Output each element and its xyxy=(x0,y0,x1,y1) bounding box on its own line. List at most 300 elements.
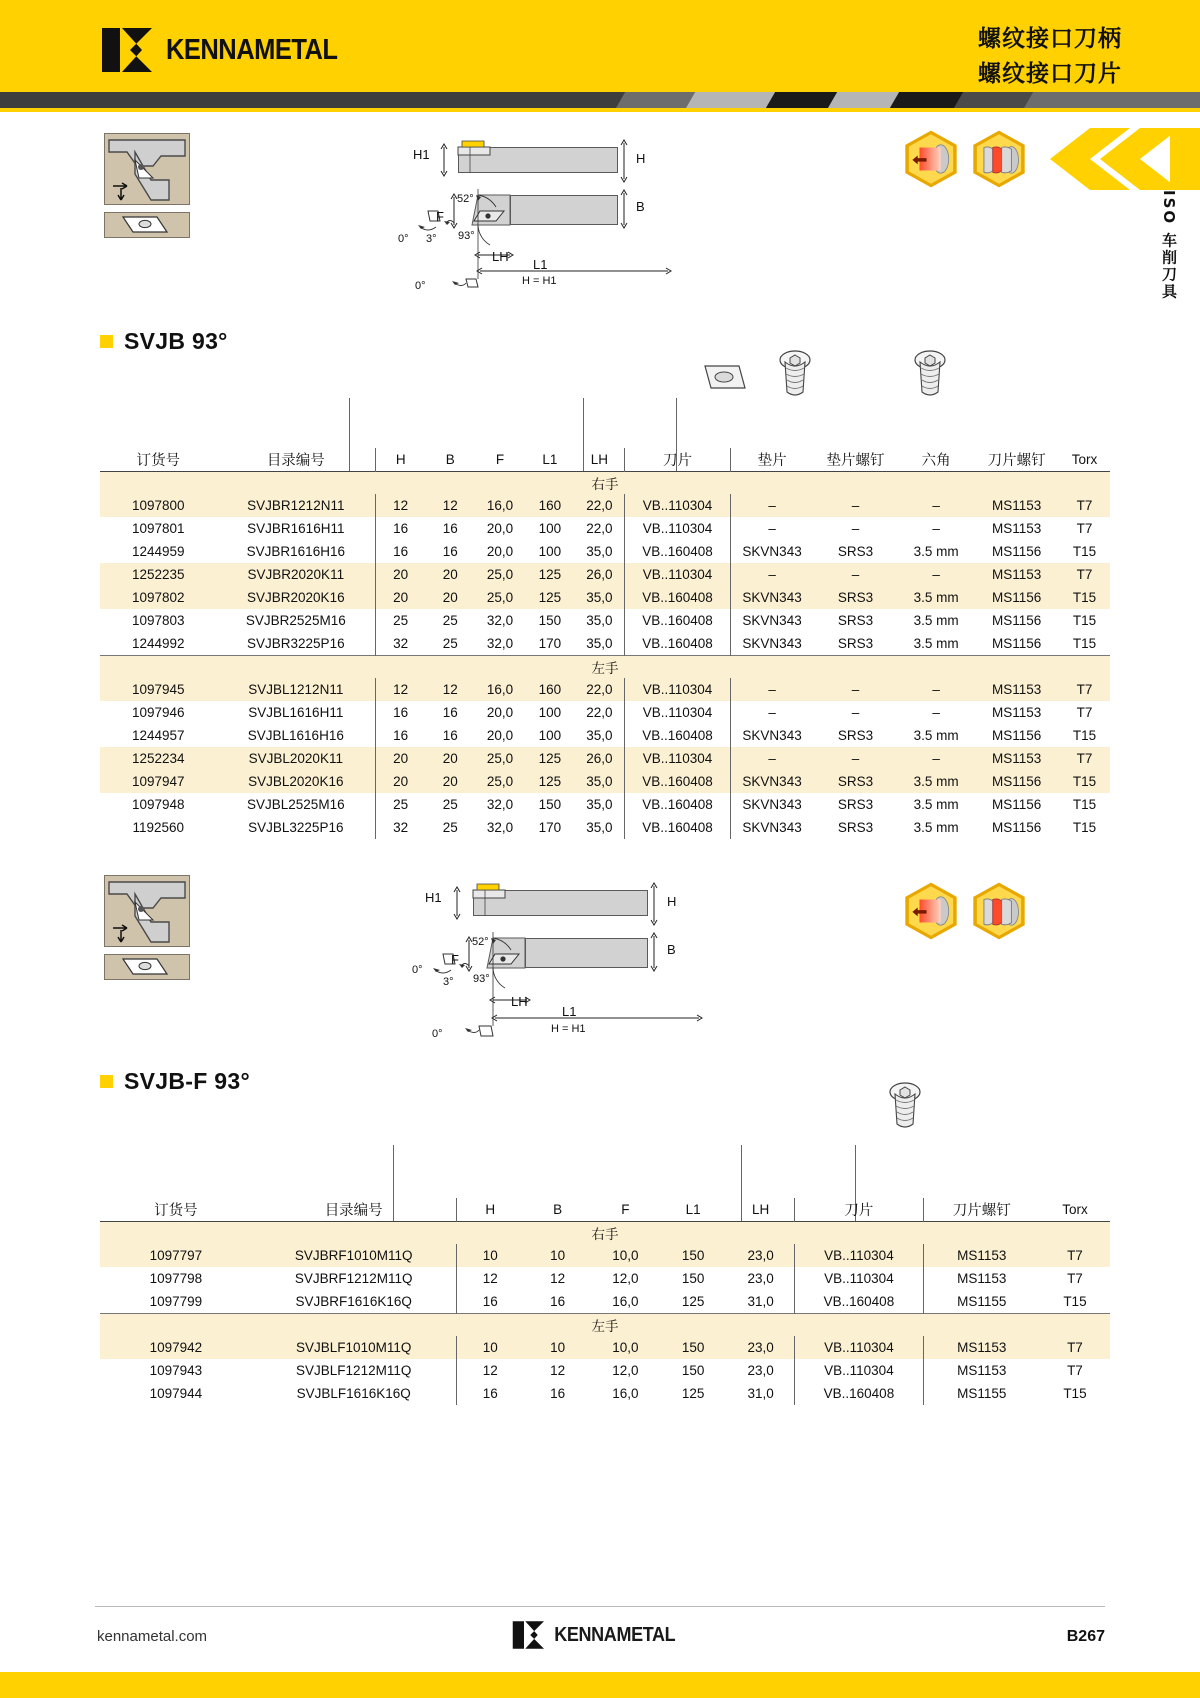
cell-h: 16 xyxy=(376,701,426,724)
label-angle-52: 52° xyxy=(457,193,474,205)
cell-torx: T15 xyxy=(1059,540,1110,563)
cell-hex: – xyxy=(898,747,974,770)
cell-shimscrew: SRS3 xyxy=(813,724,898,747)
cell-insert: VB..110304 xyxy=(795,1336,923,1359)
cell-lh: 22,0 xyxy=(575,701,625,724)
cell-torx: T7 xyxy=(1040,1244,1110,1267)
col-header-f: F xyxy=(495,451,505,467)
cell-h: 25 xyxy=(376,609,426,632)
table-row[interactable] xyxy=(100,1290,1110,1313)
cell-shimscrew: – xyxy=(813,563,898,586)
cell-l1: 100 xyxy=(525,540,575,563)
cell-shim: SKVN343 xyxy=(731,632,814,655)
cell-b: 25 xyxy=(425,816,475,839)
spec-table-svjbf xyxy=(100,1198,1110,1405)
cell-l1: 125 xyxy=(659,1290,727,1313)
cell-h: 16 xyxy=(376,517,426,540)
cell-l1: 125 xyxy=(525,770,575,793)
footer-divider xyxy=(95,1606,1105,1607)
cell-order: 1097948 xyxy=(100,793,217,816)
cell-f: 12,0 xyxy=(592,1267,660,1290)
label-angle-0-upper: 0° xyxy=(398,233,409,245)
label-f: F xyxy=(436,209,444,224)
header-title-line1: 螺纹接口刀柄 xyxy=(978,26,1122,52)
table-row[interactable] xyxy=(100,1382,1110,1405)
cell-h: 32 xyxy=(376,632,426,655)
footer-yellow-band xyxy=(0,1672,1200,1698)
threading-icon xyxy=(968,880,1030,942)
cell-f: 32,0 xyxy=(475,793,525,816)
col-header-hex: 六角 xyxy=(921,452,951,469)
col-header-l1: L1 xyxy=(542,451,558,467)
table-row[interactable] xyxy=(100,609,1110,632)
application-icons-top xyxy=(900,128,1030,190)
cell-catalog: SVJBL1616H11 xyxy=(217,701,376,724)
cell-f: 32,0 xyxy=(475,609,525,632)
section-title-svjb xyxy=(100,328,228,355)
label-h-top: H xyxy=(636,151,646,166)
cell-f: 16,0 xyxy=(592,1382,660,1405)
cell-hex: – xyxy=(898,494,974,517)
cell-shim: SKVN343 xyxy=(731,816,814,839)
cell-lh: 35,0 xyxy=(575,586,625,609)
table-row[interactable] xyxy=(100,724,1110,747)
cell-b: 16 xyxy=(524,1382,592,1405)
cell-insscrew: MS1156 xyxy=(974,586,1059,609)
cell-catalog: SVJBLF1212M11Q xyxy=(252,1359,456,1382)
cell-insert: VB..160408 xyxy=(795,1290,923,1313)
cell-b: 16 xyxy=(425,701,475,724)
cell-torx: T15 xyxy=(1059,816,1110,839)
col-header-lh: LH xyxy=(751,1201,770,1217)
cell-insert: VB..160408 xyxy=(625,609,731,632)
cell-hex: 3.5 mm xyxy=(898,724,974,747)
cell-catalog: SVJBRF1010M11Q xyxy=(252,1244,456,1267)
label-h1-top: H1 xyxy=(413,147,430,162)
col-header-insert: 刀片 xyxy=(795,1198,923,1221)
cell-f: 20,0 xyxy=(475,540,525,563)
cell-lh: 23,0 xyxy=(727,1267,795,1290)
col-header-shim-screw: 垫片螺钉 xyxy=(826,452,885,469)
cell-lh: 35,0 xyxy=(575,724,625,747)
cell-insert: VB..110304 xyxy=(625,747,731,770)
cell-order: 1244957 xyxy=(100,724,217,747)
cell-l1: 100 xyxy=(525,701,575,724)
cell-h: 25 xyxy=(376,793,426,816)
col-header-catalog: 目录编号 xyxy=(324,1202,383,1219)
cell-insert: VB..110304 xyxy=(625,563,731,586)
cell-h: 32 xyxy=(376,816,426,839)
cell-insscrew: MS1153 xyxy=(923,1267,1040,1290)
cell-f: 25,0 xyxy=(475,586,525,609)
cell-l1: 160 xyxy=(525,678,575,701)
cell-lh: 26,0 xyxy=(575,747,625,770)
cell-lh: 35,0 xyxy=(575,632,625,655)
cell-shim: SKVN343 xyxy=(731,540,814,563)
label-lh-2: LH xyxy=(511,994,528,1009)
cell-insscrew: MS1153 xyxy=(974,517,1059,540)
cell-lh: 22,0 xyxy=(575,517,625,540)
table-row[interactable] xyxy=(100,540,1110,563)
cell-insert: VB..110304 xyxy=(625,494,731,517)
cell-insscrew: MS1156 xyxy=(974,816,1059,839)
cell-hex: – xyxy=(898,678,974,701)
cell-order: 1097798 xyxy=(100,1267,252,1290)
cell-b: 25 xyxy=(425,793,475,816)
cell-order: 1252235 xyxy=(100,563,217,586)
table-row[interactable] xyxy=(100,632,1110,655)
cell-insscrew: MS1156 xyxy=(974,632,1059,655)
table-row[interactable] xyxy=(100,563,1110,586)
cell-l1: 170 xyxy=(525,632,575,655)
cell-order: 1097942 xyxy=(100,1336,252,1359)
cell-catalog: SVJBL1616H16 xyxy=(217,724,376,747)
table-row[interactable] xyxy=(100,517,1110,540)
cell-b: 20 xyxy=(425,747,475,770)
cell-lh: 31,0 xyxy=(727,1382,795,1405)
cell-torx: T7 xyxy=(1040,1359,1110,1382)
cell-h: 12 xyxy=(456,1267,524,1290)
cell-torx: T7 xyxy=(1059,747,1110,770)
label-angle-0-upper-2: 0° xyxy=(412,964,423,976)
cell-b: 16 xyxy=(425,540,475,563)
cell-shimscrew: SRS3 xyxy=(813,586,898,609)
cell-l1: 150 xyxy=(525,609,575,632)
cell-order: 1244959 xyxy=(100,540,217,563)
cell-lh: 23,0 xyxy=(727,1244,795,1267)
cell-shim: SKVN343 xyxy=(731,609,814,632)
stripe-inner xyxy=(0,92,1200,108)
table-row[interactable] xyxy=(100,1336,1110,1359)
insert-thumbnail-1 xyxy=(104,212,190,238)
table-row[interactable] xyxy=(100,494,1110,517)
application-thumbnail-1 xyxy=(104,133,190,205)
cell-h: 10 xyxy=(456,1244,524,1267)
cell-shimscrew: – xyxy=(813,678,898,701)
external-turning-icon xyxy=(900,880,962,942)
table-row[interactable] xyxy=(100,816,1110,839)
cell-torx: T7 xyxy=(1059,678,1110,701)
cell-shimscrew: SRS3 xyxy=(813,816,898,839)
cell-insert: VB..110304 xyxy=(795,1359,923,1382)
cell-shimscrew: – xyxy=(813,517,898,540)
cell-order: 1097945 xyxy=(100,678,217,701)
cell-shimscrew: SRS3 xyxy=(813,540,898,563)
cell-catalog: SVJBR2020K16 xyxy=(217,586,376,609)
cell-h: 12 xyxy=(456,1359,524,1382)
cell-insscrew: MS1153 xyxy=(974,747,1059,770)
cell-insscrew: MS1153 xyxy=(923,1244,1040,1267)
table-row[interactable] xyxy=(100,678,1110,701)
cell-shimscrew: SRS3 xyxy=(813,770,898,793)
label-angle-93: 93° xyxy=(458,230,475,242)
cell-l1: 150 xyxy=(659,1244,727,1267)
cell-f: 25,0 xyxy=(475,770,525,793)
col-header-torx: Torx xyxy=(1071,451,1098,467)
table-body xyxy=(100,471,1110,839)
label-lh: LH xyxy=(492,249,509,264)
cell-shim: – xyxy=(731,747,814,770)
cell-l1: 100 xyxy=(525,724,575,747)
cell-lh: 35,0 xyxy=(575,609,625,632)
cell-shim: – xyxy=(731,494,814,517)
col-header-order: 订货号 xyxy=(136,452,181,469)
col-header-h: H xyxy=(456,1198,524,1221)
cell-b: 10 xyxy=(524,1244,592,1267)
cell-b: 16 xyxy=(425,724,475,747)
cell-h: 12 xyxy=(376,494,426,517)
table-group-label: 左手 xyxy=(100,655,1110,678)
label-h-top-2: H xyxy=(667,894,677,909)
label-angle-93-2: 93° xyxy=(473,973,490,985)
cell-catalog: SVJBR1616H11 xyxy=(217,517,376,540)
table-body xyxy=(100,1221,1110,1405)
cell-l1: 125 xyxy=(659,1382,727,1405)
label-b: B xyxy=(636,199,645,214)
col-header-b: B xyxy=(553,1201,563,1217)
cell-insert: VB..110304 xyxy=(625,678,731,701)
cell-l1: 125 xyxy=(525,563,575,586)
chevron-left-icon xyxy=(1030,128,1200,195)
cell-b: 16 xyxy=(524,1290,592,1313)
cell-lh: 35,0 xyxy=(575,770,625,793)
table-row[interactable] xyxy=(100,1267,1110,1290)
kennametal-k-icon xyxy=(511,1620,549,1650)
cell-catalog: SVJBL2020K16 xyxy=(217,770,376,793)
cell-order: 1097943 xyxy=(100,1359,252,1382)
cell-l1: 160 xyxy=(525,494,575,517)
cell-insert: VB..160408 xyxy=(625,770,731,793)
side-tab-label: ISO 车削刀具 xyxy=(1160,190,1178,301)
cell-order: 1244992 xyxy=(100,632,217,655)
header-title-cn xyxy=(978,22,1122,91)
cell-shim: – xyxy=(731,701,814,724)
col-header-lh: LH xyxy=(590,451,609,467)
cell-insscrew: MS1153 xyxy=(923,1359,1040,1382)
cell-insert: VB..160408 xyxy=(625,540,731,563)
shim-illustration xyxy=(695,362,751,394)
tool-dimension-drawing-1 xyxy=(400,125,690,295)
cell-shimscrew: – xyxy=(813,747,898,770)
cell-f: 10,0 xyxy=(592,1244,660,1267)
cell-l1: 150 xyxy=(525,793,575,816)
cell-order: 1097803 xyxy=(100,609,217,632)
threading-icon xyxy=(968,128,1030,190)
table-row[interactable] xyxy=(100,1244,1110,1267)
application-icons-bottom xyxy=(900,880,1030,942)
cell-catalog: SVJBLF1010M11Q xyxy=(252,1336,456,1359)
section-title-text: SVJB 93° xyxy=(124,328,228,354)
cell-l1: 125 xyxy=(525,747,575,770)
cell-hex: 3.5 mm xyxy=(898,540,974,563)
col-header-insert-screw: 刀片螺钉 xyxy=(923,1198,1040,1221)
cell-h: 20 xyxy=(376,563,426,586)
cell-b: 20 xyxy=(425,770,475,793)
table-head xyxy=(100,448,1110,471)
cell-catalog: SVJBR3225P16 xyxy=(217,632,376,655)
cell-insert: VB..160408 xyxy=(625,793,731,816)
header-stripe-band xyxy=(0,88,1200,112)
cell-shimscrew: – xyxy=(813,701,898,724)
table-row[interactable] xyxy=(100,793,1110,816)
cell-f: 20,0 xyxy=(475,517,525,540)
cell-catalog: SVJBR2525M16 xyxy=(217,609,376,632)
table-group-label: 右手 xyxy=(100,1221,1110,1244)
table-row[interactable] xyxy=(100,770,1110,793)
cell-torx: T15 xyxy=(1059,609,1110,632)
cell-shimscrew: – xyxy=(813,494,898,517)
col-header-shim: 垫片 xyxy=(731,448,814,471)
label-angle-3-2: 3° xyxy=(443,976,454,988)
cell-h: 20 xyxy=(376,770,426,793)
cell-insscrew: MS1155 xyxy=(923,1290,1040,1313)
cell-insscrew: MS1153 xyxy=(923,1336,1040,1359)
cell-shimscrew: SRS3 xyxy=(813,609,898,632)
cell-shim: SKVN343 xyxy=(731,724,814,747)
cell-torx: T15 xyxy=(1040,1290,1110,1313)
cell-b: 25 xyxy=(425,632,475,655)
spec-table-svjb xyxy=(100,448,1110,839)
cell-l1: 150 xyxy=(659,1359,727,1382)
tool-dimension-drawing-2 xyxy=(412,868,715,1048)
cell-catalog: SVJBR2020K11 xyxy=(217,563,376,586)
cell-shimscrew: SRS3 xyxy=(813,793,898,816)
cell-catalog: SVJBLF1616K16Q xyxy=(252,1382,456,1405)
cell-torx: T7 xyxy=(1059,494,1110,517)
cell-lh: 35,0 xyxy=(575,793,625,816)
cell-h: 12 xyxy=(376,678,426,701)
table-group-header xyxy=(100,1221,1110,1244)
cell-shim: – xyxy=(731,563,814,586)
col-header-order: 订货号 xyxy=(154,1202,198,1219)
cell-insscrew: MS1153 xyxy=(974,678,1059,701)
table-group-label: 右手 xyxy=(100,471,1110,494)
section-title-text: SVJB-F 93° xyxy=(124,1068,250,1094)
cell-order: 1097801 xyxy=(100,517,217,540)
col-header-f: F xyxy=(621,1201,630,1217)
kennametal-k-icon xyxy=(100,26,160,74)
cell-l1: 100 xyxy=(525,517,575,540)
cell-b: 12 xyxy=(425,494,475,517)
cell-b: 12 xyxy=(524,1359,592,1382)
label-f-2: F xyxy=(451,952,459,967)
cell-insert: VB..160408 xyxy=(625,586,731,609)
cell-h: 16 xyxy=(456,1290,524,1313)
footer-wordmark: KENNAMETAL xyxy=(554,1623,676,1646)
cell-b: 16 xyxy=(425,517,475,540)
cell-insscrew: MS1156 xyxy=(974,609,1059,632)
cell-insert: VB..160408 xyxy=(795,1382,923,1405)
insert-thumbnail-2 xyxy=(104,954,190,980)
cell-torx: T7 xyxy=(1040,1267,1110,1290)
cell-h: 16 xyxy=(376,540,426,563)
cell-catalog: SVJBL2020K11 xyxy=(217,747,376,770)
footer-website[interactable]: kennametal.com xyxy=(97,1628,208,1645)
page-header xyxy=(0,0,1200,88)
cell-f: 32,0 xyxy=(475,632,525,655)
header-title-line2: 螺纹接口刀片 xyxy=(978,60,1122,87)
cell-catalog: SVJBRF1616K16Q xyxy=(252,1290,456,1313)
cell-b: 20 xyxy=(425,586,475,609)
cell-catalog: SVJBR1212N11 xyxy=(217,494,376,517)
cell-f: 16,0 xyxy=(592,1290,660,1313)
cell-insscrew: MS1153 xyxy=(974,701,1059,724)
label-b-2: B xyxy=(667,942,676,957)
cell-lh: 26,0 xyxy=(575,563,625,586)
cell-shim: – xyxy=(731,678,814,701)
cell-torx: T15 xyxy=(1040,1382,1110,1405)
cell-order: 1192560 xyxy=(100,816,217,839)
cell-torx: T7 xyxy=(1059,563,1110,586)
cell-lh: 35,0 xyxy=(575,816,625,839)
cell-f: 20,0 xyxy=(475,701,525,724)
cell-b: 12 xyxy=(425,678,475,701)
cell-insert: VB..110304 xyxy=(625,517,731,540)
cell-lh: 23,0 xyxy=(727,1336,795,1359)
label-h-equals-h1: H = H1 xyxy=(522,275,557,287)
cell-torx: T15 xyxy=(1059,770,1110,793)
table-header-row xyxy=(100,1198,1110,1221)
cell-insscrew: MS1156 xyxy=(974,770,1059,793)
cell-b: 25 xyxy=(425,609,475,632)
col-header-h: H xyxy=(376,448,426,471)
section-bullet-icon xyxy=(100,1075,113,1088)
cell-h: 20 xyxy=(376,747,426,770)
cell-f: 10,0 xyxy=(592,1336,660,1359)
kennametal-wordmark: KENNAMETAL xyxy=(166,33,338,66)
cell-hex: 3.5 mm xyxy=(898,632,974,655)
cell-h: 16 xyxy=(456,1382,524,1405)
cell-l1: 170 xyxy=(525,816,575,839)
cell-hex: 3.5 mm xyxy=(898,770,974,793)
cell-hex: 3.5 mm xyxy=(898,609,974,632)
table-header-row xyxy=(100,448,1110,471)
cell-l1: 125 xyxy=(525,586,575,609)
label-h1-top-2: H1 xyxy=(425,890,442,905)
cell-f: 16,0 xyxy=(475,494,525,517)
insert-screw-illustration-2 xyxy=(887,1080,923,1132)
section-title-svjbf xyxy=(100,1068,250,1095)
cell-lh: 22,0 xyxy=(575,494,625,517)
cell-insscrew: MS1156 xyxy=(974,724,1059,747)
cell-insscrew: MS1156 xyxy=(974,540,1059,563)
cell-insert: VB..110304 xyxy=(795,1244,923,1267)
cell-hex: 3.5 mm xyxy=(898,793,974,816)
cell-order: 1097944 xyxy=(100,1382,252,1405)
label-h-equals-h1-2: H = H1 xyxy=(551,1023,586,1035)
cell-hex: 3.5 mm xyxy=(898,816,974,839)
table-row[interactable] xyxy=(100,586,1110,609)
cell-f: 12,0 xyxy=(592,1359,660,1382)
cell-lh: 22,0 xyxy=(575,678,625,701)
cell-b: 20 xyxy=(425,563,475,586)
table-row[interactable] xyxy=(100,1359,1110,1382)
label-l1-2: L1 xyxy=(562,1004,577,1019)
cell-insscrew: MS1155 xyxy=(923,1382,1040,1405)
cell-order: 1252234 xyxy=(100,747,217,770)
table-group-label: 左手 xyxy=(100,1313,1110,1336)
cell-order: 1097799 xyxy=(100,1290,252,1313)
page-number: B267 xyxy=(1066,1628,1105,1645)
cell-shim: SKVN343 xyxy=(731,770,814,793)
cell-shim: – xyxy=(731,517,814,540)
col-header-l1: L1 xyxy=(685,1201,701,1217)
cell-torx: T7 xyxy=(1059,517,1110,540)
table-row[interactable] xyxy=(100,701,1110,724)
cell-h: 16 xyxy=(376,724,426,747)
cell-f: 25,0 xyxy=(475,563,525,586)
table-row[interactable] xyxy=(100,747,1110,770)
